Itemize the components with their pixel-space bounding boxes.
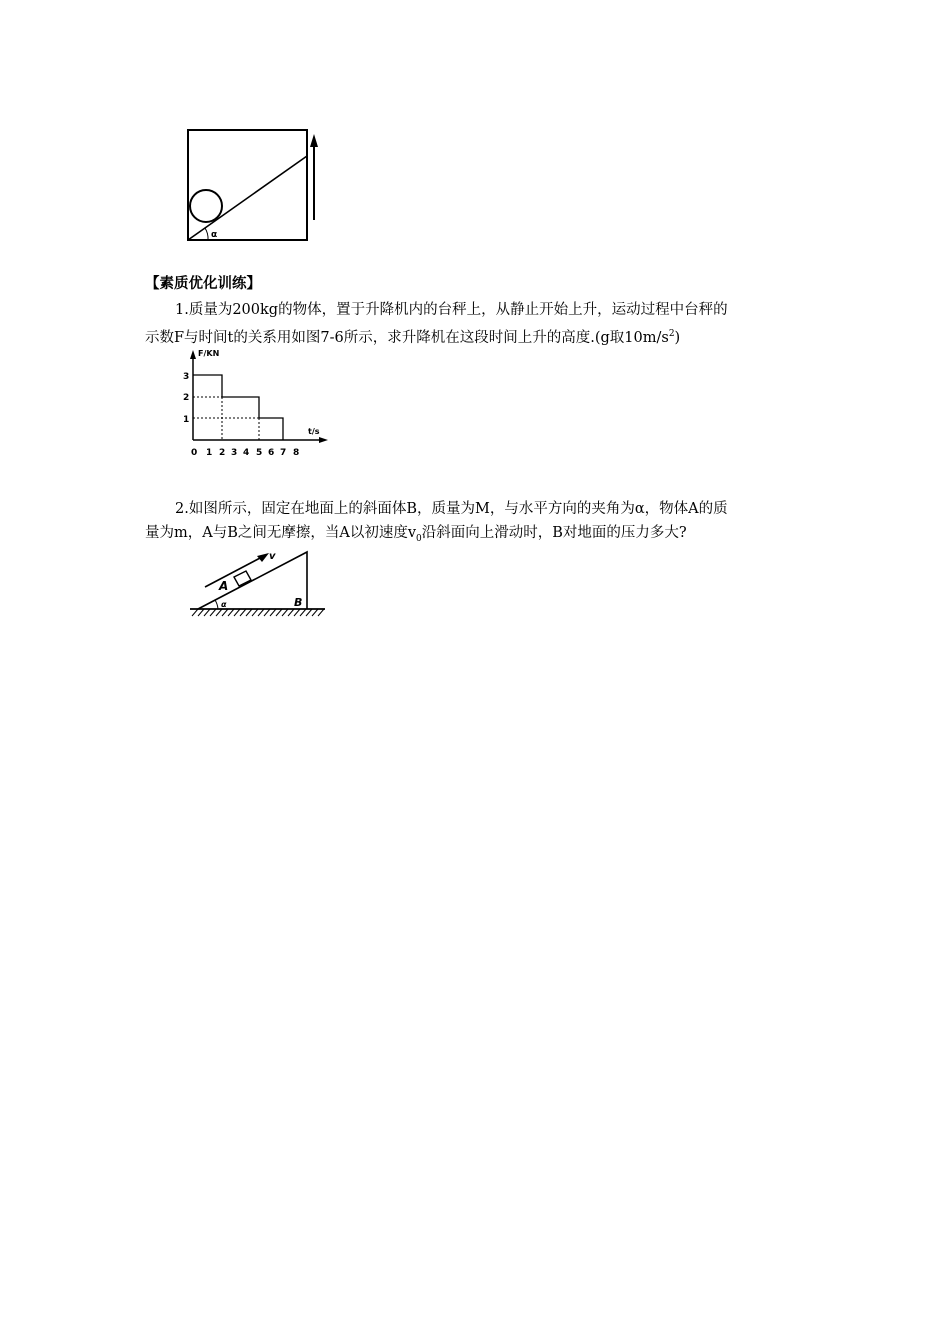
- elevator-figure: [180, 125, 330, 250]
- force-time-graph: [178, 345, 338, 460]
- motion-arrow-head: [310, 134, 318, 147]
- angle-label: α: [211, 230, 218, 240]
- incline-label: B: [294, 596, 303, 609]
- block-label: A: [219, 579, 229, 593]
- x-tick-3: 3: [231, 448, 238, 458]
- guide-lines: [193, 397, 259, 440]
- angle-arc: [205, 228, 208, 240]
- section-heading: 【素质优化训练】: [145, 276, 261, 292]
- x-tick-6: 6: [268, 448, 275, 458]
- incline-angle-arc: [215, 600, 218, 609]
- problem-1-line-2-end: ): [674, 329, 681, 346]
- problem-2-line-2: [145, 521, 815, 551]
- y-axis-label: F/KN: [198, 349, 220, 358]
- ground-hatching: [192, 609, 324, 616]
- velocity-arrow-shaft: [205, 557, 262, 587]
- problem-2-subscript: 0: [416, 533, 422, 544]
- x-tick-0: 0: [191, 448, 198, 458]
- y-axis-arrow: [190, 350, 196, 359]
- x-tick-7: 7: [280, 448, 287, 458]
- y-tick-2: 2: [183, 393, 190, 403]
- x-axis-label: t/s: [308, 427, 320, 436]
- y-tick-3: 3: [183, 372, 190, 382]
- velocity-label: v: [269, 551, 276, 562]
- x-tick-labels: [191, 448, 299, 458]
- problem-2-line-2-b: 沿斜面向上滑动时，B对地面的压力多大?: [421, 525, 687, 541]
- ball: [190, 190, 222, 222]
- problem-1-line-2-text: 示数F与时间t的关系用如图7-6所示，求升降机在这段时间上升的高度.(g取10m/s: [145, 329, 669, 346]
- incline-plank: [188, 156, 307, 240]
- problem-1: [145, 298, 815, 350]
- x-axis-arrow: [319, 437, 328, 443]
- y-tick-1: 1: [183, 415, 190, 425]
- incline-figure: [183, 548, 333, 620]
- x-tick-8: 8: [293, 448, 300, 458]
- force-step-line: [193, 375, 283, 440]
- x-tick-4: 4: [243, 448, 250, 458]
- x-tick-5: 5: [256, 448, 263, 458]
- incline-angle-label: α: [221, 600, 227, 609]
- problem-1-superscript: 2: [668, 329, 675, 339]
- elevator-box: [188, 130, 307, 240]
- block-a: [234, 571, 251, 586]
- velocity-arrow-head: [257, 553, 269, 562]
- x-tick-2: 2: [219, 448, 226, 458]
- problem-2: [145, 497, 815, 551]
- problem-1-line-1: 1.质量为200kg的物体，置于升降机内的台秤上，从静止开始上升，运动过程中台秤的: [175, 302, 728, 318]
- x-tick-1: 1: [206, 448, 213, 458]
- incline-wedge: [198, 552, 307, 609]
- problem-2-line-2-a: 量为m，A与B之间无摩擦，当A以初速度v: [145, 525, 417, 541]
- problem-2-line-1: 2.如图所示，固定在地面上的斜面体B，质量为M，与水平方向的夹角为α，物体A的质: [175, 501, 728, 517]
